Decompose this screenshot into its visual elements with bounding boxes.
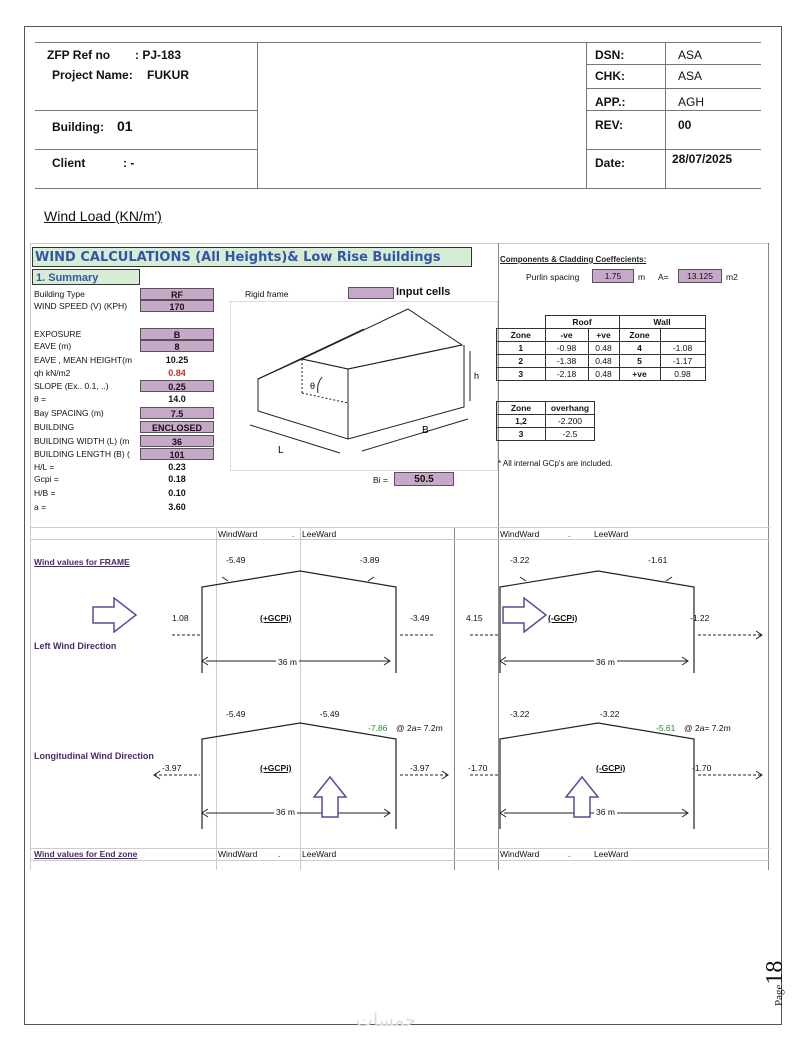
overhang-zone-header: Zone (497, 402, 546, 415)
summary-row-value[interactable]: 170 (140, 300, 214, 312)
sheet-title: WIND CALCULATIONS (All Heights)& Low Rise Buildings (32, 247, 472, 267)
summary-row-label: EAVE (m) (34, 341, 72, 351)
f1-wall-right: -3.49 (410, 613, 430, 623)
f1-gcpi: (+GCPi) (260, 613, 292, 623)
separator-dot-2: . (568, 529, 571, 539)
f1-span: 36 m (278, 657, 297, 667)
summary-row-label: BUILDING LENGTH (B) ( (34, 449, 130, 459)
summary-row-label: a = (34, 502, 47, 512)
f4-roof-right: -3.22 (600, 709, 620, 719)
neg-header: -ve (545, 329, 588, 342)
chk-value: ASA (678, 69, 703, 83)
leeward-label: LeeWard (302, 529, 337, 539)
purlin-value: 1.75 (592, 269, 634, 283)
summary-row-value[interactable]: 7.5 (140, 407, 214, 419)
bi-label: Bi = (373, 475, 388, 485)
f2-gcpi: (-GCPi) (548, 613, 578, 623)
summary-row-value[interactable]: 8 (140, 340, 214, 352)
frame-left-positive (150, 563, 450, 673)
summary-row-label: Bay SPACING (m) (34, 408, 104, 418)
dsn-value: ASA (678, 48, 703, 62)
summary-row-value[interactable]: ENCLOSED (140, 421, 214, 433)
windward-label: WindWard (218, 529, 258, 539)
watermark: خمسات (356, 1010, 417, 1030)
f3-gcpi: (+GCPi) (260, 763, 292, 773)
f2-roof-right: -1.61 (648, 555, 668, 565)
chk-label: CHK: (595, 69, 625, 83)
f1-roof-left: -5.49 (226, 555, 246, 565)
f1-roof-right: -3.89 (360, 555, 380, 565)
leeward-label-2: LeeWard (594, 529, 629, 539)
summary-row-value[interactable]: RF (140, 288, 214, 300)
a-unit: m2 (726, 272, 738, 282)
zone-header: Zone (497, 329, 546, 342)
separator-dot-3: . (278, 849, 281, 859)
summary-row-label: θ = (34, 394, 47, 404)
left-wind-direction-label: Left Wind Direction (34, 641, 117, 651)
wind-arrow-right-2 (502, 597, 548, 633)
f4-gcpi: (-GCPi) (596, 763, 626, 773)
summary-row-value[interactable]: B (140, 328, 214, 340)
purlin-unit: m (638, 272, 646, 282)
f4-span: 36 m (596, 807, 615, 817)
page-label: Page (773, 984, 785, 1006)
summary-row-value[interactable]: 0.25 (140, 380, 214, 392)
table-row: 3 -2.5 (497, 428, 595, 441)
f3-wall-right: -3.97 (410, 763, 430, 773)
input-cells-label: Input cells (396, 286, 451, 298)
a-label: A= (658, 272, 669, 282)
summary-row-value[interactable]: 101 (140, 448, 214, 460)
page-num: 18 (762, 960, 788, 985)
summary-row-value[interactable]: 36 (140, 435, 214, 447)
f4-wall-left: -1.70 (468, 763, 488, 773)
f2-span: 36 m (596, 657, 615, 667)
diagram-h-label: h (474, 371, 480, 381)
summary-heading: 1. Summary (32, 269, 140, 285)
ref-label: ZFP Ref no (47, 48, 111, 62)
pos-header: +ve (588, 329, 619, 342)
windward-label-4: WindWard (500, 849, 540, 859)
summary-row-value: 0.23 (168, 462, 186, 472)
cc-zone-table (496, 315, 706, 381)
diagram-B-label: B (422, 425, 429, 436)
summary-row-value: 0.84 (168, 368, 186, 378)
f3-roof-left: -5.49 (226, 709, 246, 719)
f3-end-value: -7.86 (368, 723, 388, 733)
building-value: 01 (117, 118, 133, 134)
frame-long-negative (470, 719, 770, 829)
windward-label-3: WindWard (218, 849, 258, 859)
bi-value: 50.5 (394, 472, 454, 486)
summary-row-label: WIND SPEED (V) (KPH) (34, 301, 128, 311)
rigid-frame-label: Rigid frame (245, 289, 289, 299)
summary-row-value: 3.60 (168, 502, 186, 512)
section-title: Wind Load (KN/m') (44, 208, 162, 224)
f4-end-value: -5.61 (656, 723, 676, 733)
table-row: 1,2 -2.200 (497, 415, 595, 428)
app-value: AGH (678, 95, 705, 109)
frame-values-label: Wind values for FRAME (34, 557, 130, 567)
windward-label-2: WindWard (500, 529, 540, 539)
date-label: Date: (595, 156, 626, 170)
building-diagram (230, 301, 498, 471)
f3-span: 36 m (276, 807, 295, 817)
diagram-L-label: L (278, 445, 284, 456)
diagram-theta-label: θ (310, 381, 316, 391)
input-cell-swatch (348, 287, 394, 299)
summary-row-label: BUILDING (34, 422, 75, 432)
leeward-label-3: LeeWard (302, 849, 337, 859)
endzone-values-label: Wind values for End zone (34, 849, 138, 859)
summary-row-label: Gcpi = (34, 474, 59, 484)
f4-wall-right: -1.70 (692, 763, 712, 773)
ref-value: : PJ-183 (135, 48, 182, 62)
date-value: 28/07/2025 (672, 152, 733, 166)
summary-row-value: 10.25 (165, 355, 189, 365)
leeward-label-4: LeeWard (594, 849, 629, 859)
frame-long-positive (150, 719, 450, 829)
f2-roof-left: -3.22 (510, 555, 530, 565)
page-number (762, 961, 789, 1006)
summary-row-label: Building Type (34, 289, 85, 299)
rev-label: REV: (595, 118, 624, 132)
longitudinal-wind-direction-label: Longitudinal Wind Direction (34, 751, 154, 761)
f1-wall-left: 1.08 (172, 613, 189, 623)
summary-row-label: SLOPE (Ex.. 0.1, ..) (34, 381, 109, 391)
overhang-table (496, 401, 595, 441)
f3-roof-right: -5.49 (320, 709, 340, 719)
app-label: APP.: (595, 95, 626, 109)
wall-zone-header: Zone (619, 329, 660, 342)
summary-row-label: H/B = (34, 488, 56, 498)
dsn-label: DSN: (595, 48, 625, 62)
project-value: FUKUR (147, 68, 189, 82)
wind-arrow-right (92, 597, 138, 633)
f2-wall-left: 4.15 (466, 613, 483, 623)
f2-wall-right: -1.22 (690, 613, 710, 623)
summary-row-label: EXPOSURE (34, 329, 82, 339)
building-label: Building: (52, 120, 104, 134)
wind-arrow-up (312, 775, 348, 819)
summary-row-value: 14.0 (168, 394, 186, 404)
summary-row-value: 0.18 (168, 474, 186, 484)
document-header (35, 42, 761, 188)
client-value: : - (123, 156, 135, 170)
summary-row-label: qh kN/m2 (34, 368, 71, 378)
summary-row-label: BUILDING WIDTH (L) (m (34, 436, 130, 446)
summary-row-label: EAVE , MEAN HEIGHT(m (34, 355, 133, 365)
table-row: 2 -1.38 0.48 5 -1.17 (497, 355, 706, 368)
separator-dot: . (292, 529, 295, 539)
cc-note: * All internal GCp's are included. (498, 459, 613, 468)
project-label: Project Name: (52, 68, 133, 82)
summary-row-label: H/L = (34, 462, 55, 472)
client-label: Client (52, 156, 86, 170)
roof-header: Roof (545, 316, 619, 329)
f4-end-note: @ 2a= 7.2m (684, 723, 731, 733)
rev-value: 00 (678, 118, 692, 132)
overhang-header: overhang (546, 402, 595, 415)
table-row: 3 -2.18 0.48 +ve 0.98 (497, 368, 706, 381)
summary-row-value: 0.10 (168, 488, 186, 498)
wind-calculation-sheet (30, 243, 770, 870)
table-row: 1 -0.98 0.48 4 -1.08 (497, 342, 706, 355)
f4-roof-left: -3.22 (510, 709, 530, 719)
purlin-label: Purlin spacing (526, 272, 580, 282)
cc-title: Components & Cladding Coeffecients: (500, 255, 647, 264)
wall-header: Wall (619, 316, 705, 329)
f3-end-note: @ 2a= 7.2m (396, 723, 443, 733)
f3-wall-left: -3.97 (162, 763, 182, 773)
separator-dot-4: . (568, 849, 571, 859)
a-value: 13.125 (678, 269, 722, 283)
